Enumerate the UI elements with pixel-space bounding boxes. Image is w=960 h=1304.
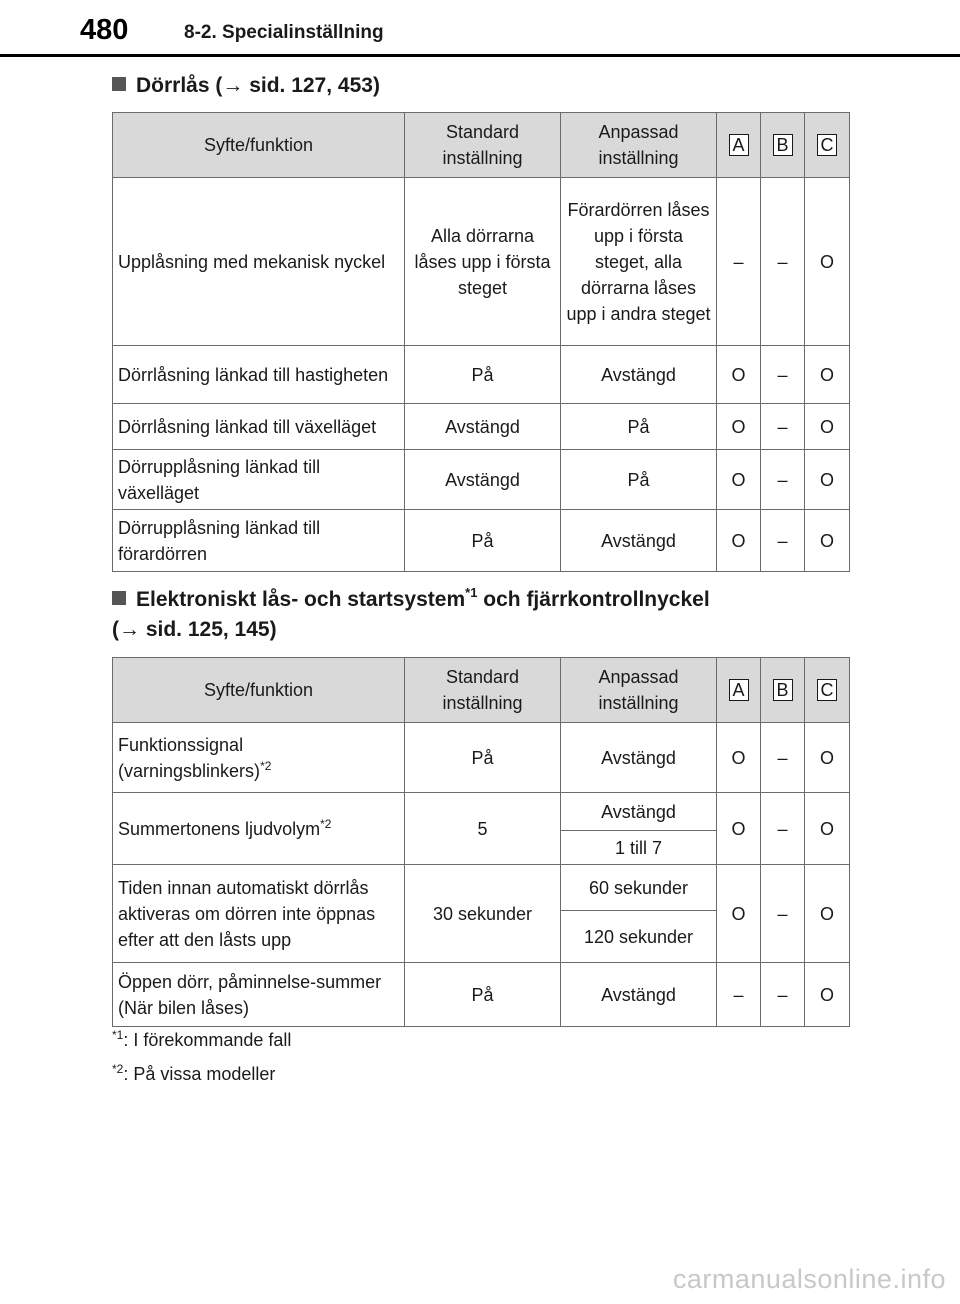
cell-standard: Avstängd [405, 404, 561, 450]
watermark: carmanualsonline.info [672, 1264, 946, 1294]
cell-c: O [805, 450, 850, 510]
cell-custom: Avstängd [561, 346, 717, 404]
cell-a: O [717, 793, 761, 865]
cell-function: Dörrlåsning länkad till växelläget [113, 404, 405, 450]
section1-heading-text: Dörrlås (→ sid. 127, 453) [136, 74, 380, 97]
cell-b: – [761, 346, 805, 404]
col-header-custom: Anpassad inställning [561, 658, 717, 723]
section2-heading-line2: (→ sid. 125, 145) [112, 618, 277, 641]
cell-custom: På [561, 404, 717, 450]
page-number: 480 [80, 14, 129, 46]
door-lock-table [112, 112, 850, 572]
cell-b: – [761, 793, 805, 865]
col-header-a: A [717, 113, 761, 178]
footnote-1: $^{*1}$: I förekommande fall [112, 1028, 292, 1050]
col-header-function: Syfte/funktion [113, 658, 405, 723]
cell-a: O [717, 865, 761, 963]
section-heading-smart-key [112, 586, 710, 614]
cell-a: O [717, 510, 761, 572]
col-header-function: Syfte/funktion [113, 113, 405, 178]
cell-b: – [761, 963, 805, 1027]
col-header-b: B [761, 113, 805, 178]
cell-function: Tiden innan automatiskt dörrlås aktiveras om dörren inte öppnas efter att den låsts upp [113, 865, 405, 963]
col-header-c: C [805, 658, 850, 723]
cell-b: – [761, 450, 805, 510]
table-header-row [113, 658, 850, 723]
cell-custom: Avstängd [561, 793, 717, 831]
cell-function: Öppen dörr, påminnelse-summer (När bilen låses) [113, 963, 405, 1027]
cell-standard: 30 sekunder [405, 865, 561, 963]
header-black-block [0, 0, 74, 54]
cell-c: O [805, 723, 850, 793]
footnote-ref: *1 [465, 585, 478, 600]
cell-function: Summertonens ljudvolym$^{*2}$ [113, 793, 405, 865]
cell-b: – [761, 723, 805, 793]
cell-c: O [805, 346, 850, 404]
cell-custom: Avstängd [561, 963, 717, 1027]
cell-function: Upplåsning med mekanisk nyckel [113, 178, 405, 346]
smart-key-table [112, 657, 850, 1027]
cell-a: – [717, 963, 761, 1027]
table-row [113, 793, 850, 831]
cell-a: O [717, 346, 761, 404]
cell-function: Dörrupplåsning länkad till växelläget [113, 450, 405, 510]
heading-bullet-icon [112, 77, 126, 91]
cell-standard: På [405, 510, 561, 572]
col-header-standard: Standard inställning [405, 658, 561, 723]
col-header-c: C [805, 113, 850, 178]
table-row [113, 865, 850, 911]
table-row [113, 963, 850, 1027]
table-row [113, 510, 850, 572]
cell-standard: 5 [405, 793, 561, 865]
heading-bullet-icon [112, 591, 126, 605]
cell-standard: Avstängd [405, 450, 561, 510]
cell-custom: Förardörren låses upp i första steget, alla dörrarna låses upp i andra steget [561, 178, 717, 346]
cell-c: O [805, 865, 850, 963]
cell-c: O [805, 963, 850, 1027]
cell-b: – [761, 404, 805, 450]
col-header-custom: Anpassad inställning [561, 113, 717, 178]
table-header-row [113, 113, 850, 178]
footnote-2: $^{*2}$: På vissa modeller [112, 1062, 276, 1084]
cell-c: O [805, 793, 850, 865]
section-heading-door-locks [112, 72, 380, 100]
cell-custom: 1 till 7 [561, 831, 717, 865]
cell-standard: Alla dörrarna låses upp i första steget [405, 178, 561, 346]
table-row [113, 346, 850, 404]
cell-function: Dörrupplåsning länkad till förardörren [113, 510, 405, 572]
cell-c: O [805, 510, 850, 572]
section2-heading-post: och fjärrkontrollnyckel [477, 588, 710, 611]
cell-b: – [761, 178, 805, 346]
cell-function: Funktionssignal (varningsblinkers)$^{*2}$ [113, 723, 405, 793]
cell-custom: 120 sekunder [561, 911, 717, 963]
cell-custom: Avstängd [561, 723, 717, 793]
col-header-standard: Standard inställning [405, 113, 561, 178]
col-header-b: B [761, 658, 805, 723]
cell-a: O [717, 723, 761, 793]
cell-custom: 60 sekunder [561, 865, 717, 911]
cell-a: O [717, 404, 761, 450]
table-row [113, 178, 850, 346]
table-row [113, 450, 850, 510]
cell-function: Dörrlåsning länkad till hastigheten [113, 346, 405, 404]
cell-custom: På [561, 450, 717, 510]
cell-a: – [717, 178, 761, 346]
cell-b: – [761, 510, 805, 572]
chapter-title: 8-2. Specialinställning [184, 22, 384, 43]
col-header-a: A [717, 658, 761, 723]
header-rule [0, 54, 960, 57]
cell-standard: På [405, 963, 561, 1027]
page-header [0, 0, 960, 56]
cell-standard: På [405, 346, 561, 404]
cell-a: O [717, 450, 761, 510]
cell-c: O [805, 404, 850, 450]
section2-heading-pre: Elektroniskt lås- och startsystem [136, 588, 466, 611]
cell-c: O [805, 178, 850, 346]
cell-b: – [761, 865, 805, 963]
cell-standard: På [405, 723, 561, 793]
table-row [113, 404, 850, 450]
table-row [113, 723, 850, 793]
cell-custom: Avstängd [561, 510, 717, 572]
